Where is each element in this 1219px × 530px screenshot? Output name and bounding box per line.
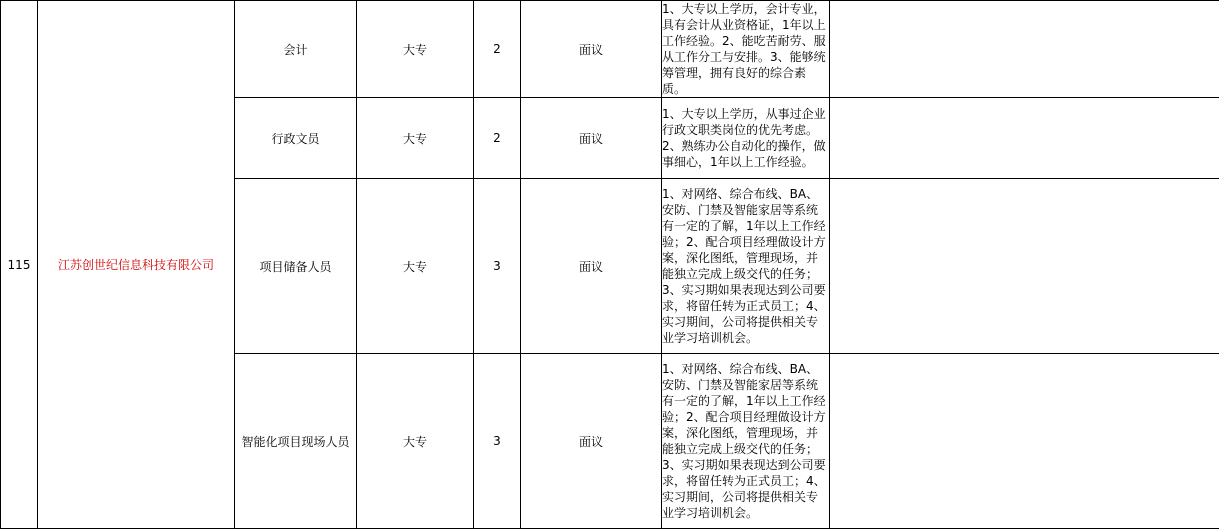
education-cell[interactable]: 大专 xyxy=(357,354,474,529)
empty-cell[interactable] xyxy=(830,1,1219,98)
salary-cell[interactable]: 面议 xyxy=(521,354,662,529)
position-title-cell[interactable]: 智能化项目现场人员 xyxy=(235,354,357,529)
company-name-cell[interactable]: 江苏创世纪信息科技有限公司 xyxy=(38,1,235,529)
education-cell[interactable]: 大专 xyxy=(357,1,474,98)
headcount-cell[interactable]: 2 xyxy=(474,98,521,179)
headcount-cell[interactable]: 2 xyxy=(474,1,521,98)
empty-cell[interactable] xyxy=(830,354,1219,529)
position-title-cell[interactable]: 会计 xyxy=(235,1,357,98)
table-row xyxy=(1,1,1219,98)
requirements-cell[interactable]: 1、大专以上学历，会计专业，具有会计从业资格证，1年以上工作经验。2、能吃苦耐劳、服从工作分工与安排。3、能够统筹管理，拥有良好的综合素质。 xyxy=(662,1,830,98)
salary-cell[interactable]: 面议 xyxy=(521,179,662,354)
education-cell[interactable]: 大专 xyxy=(357,98,474,179)
headcount-cell[interactable]: 3 xyxy=(474,179,521,354)
position-title-cell[interactable]: 行政文员 xyxy=(235,98,357,179)
headcount-cell[interactable]: 3 xyxy=(474,354,521,529)
education-cell[interactable]: 大专 xyxy=(357,179,474,354)
row-number-cell[interactable]: 115 xyxy=(1,1,38,529)
requirements-cell[interactable]: 1、大专以上学历，从事过企业行政文职类岗位的优先考虑。2、熟练办公自动化的操作，做事细心，1年以上工作经验。 xyxy=(662,98,830,179)
position-title-cell[interactable]: 项目储备人员 xyxy=(235,179,357,354)
empty-cell[interactable] xyxy=(830,98,1219,179)
requirements-cell[interactable]: 1、对网络、综合布线、BA、安防、门禁及智能家居等系统有一定的了解，1年以上工作经验；2、配合项目经理做设计方案，深化图纸，管理现场，并能独立完成上级交代的任务；3、实习期如果表现达到公司要求，将留任转为正式员工；4、实习期间，公司将提供相关专业学习培训机会。 xyxy=(662,179,830,354)
empty-cell[interactable] xyxy=(830,179,1219,354)
salary-cell[interactable]: 面议 xyxy=(521,1,662,98)
requirements-cell[interactable]: 1、对网络、综合布线、BA、安防、门禁及智能家居等系统有一定的了解，1年以上工作经验；2、配合项目经理做设计方案，深化图纸，管理现场，并能独立完成上级交代的任务；3、实习期如果表现达到公司要求，将留任转为正式员工；4、实习期间，公司将提供相关专业学习培训机会。 xyxy=(662,354,830,529)
salary-cell[interactable]: 面议 xyxy=(521,98,662,179)
